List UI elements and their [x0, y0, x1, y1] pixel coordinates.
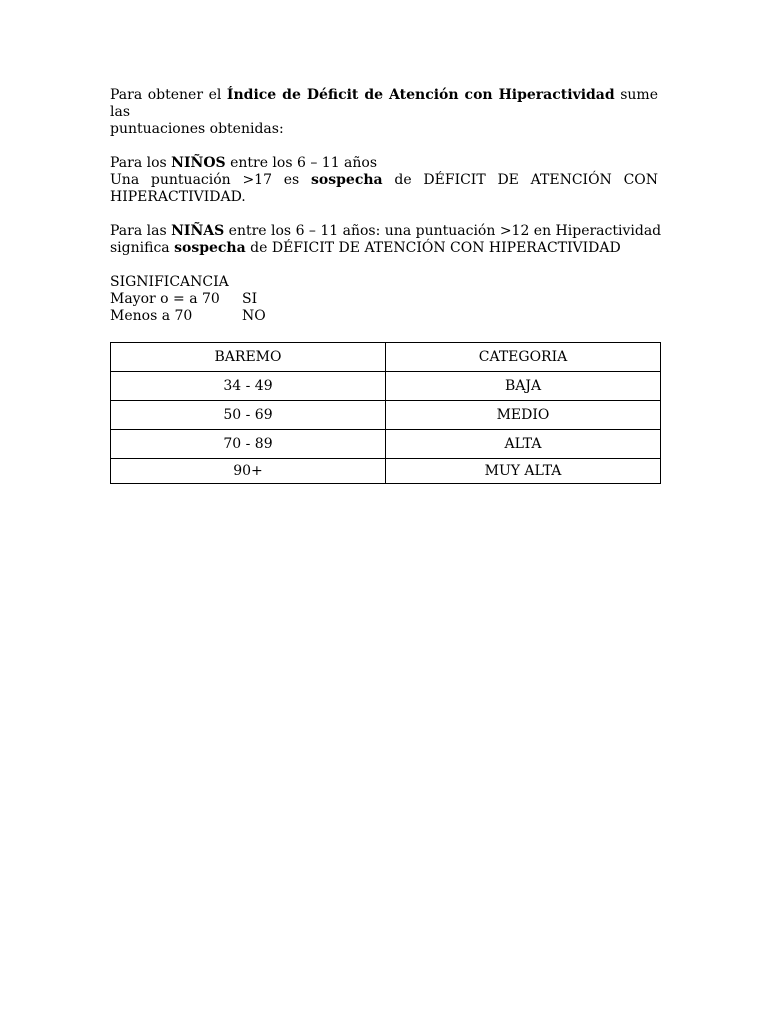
categoria-cell: ALTA — [386, 430, 661, 459]
table-row — [111, 430, 661, 459]
table-header-row — [111, 343, 661, 372]
ninos-post: entre los 6 – 11 años — [230, 155, 378, 171]
baremo-table — [110, 342, 661, 484]
header-baremo: BAREMO — [111, 343, 386, 372]
significancia-row — [110, 308, 658, 325]
ninas-l2-bold: sospecha — [174, 240, 246, 256]
ninas-bold: NIÑAS — [171, 223, 225, 239]
table-row — [111, 401, 661, 430]
intro-post: sume las — [110, 87, 658, 120]
table-row — [111, 372, 661, 401]
ninos-l2-pre: Una puntuación >17 es — [110, 172, 300, 188]
ninos-pre: Para los — [110, 155, 167, 171]
significancia-value: NO — [242, 308, 266, 324]
categoria-cell: MUY ALTA — [386, 459, 661, 484]
significancia-row — [110, 291, 658, 308]
document-body — [110, 87, 662, 325]
significancia-value: SI — [242, 291, 258, 307]
ninos-bold: NIÑOS — [171, 155, 226, 171]
ninos-line-2 — [110, 172, 658, 189]
ninas-post: entre los 6 – 11 años: una puntuación >12 en Hiperactividad — [228, 223, 662, 239]
intro-pre: Para obtener el — [110, 87, 222, 103]
ninas-l2-post: de DÉFICIT DE ATENCIÓN CON HIPERACTIVIDAD — [250, 240, 621, 256]
significancia-title: SIGNIFICANCIA — [110, 274, 229, 290]
ninas-line-2 — [110, 240, 658, 257]
intro-line-1 — [110, 87, 658, 121]
baremo-cell: 50 - 69 — [111, 401, 386, 430]
categoria-cell: BAJA — [386, 372, 661, 401]
table-row — [111, 459, 661, 484]
significancia-label: Menos a 70 — [110, 308, 193, 324]
ninas-l2-pre: significa — [110, 240, 170, 256]
intro-bold-title: Índice de Déficit de Atención con Hiperactividad — [226, 87, 615, 103]
ninos-l2-bold: sospecha — [311, 172, 383, 188]
baremo-cell: 34 - 49 — [111, 372, 386, 401]
header-categoria: CATEGORIA — [386, 343, 661, 372]
baremo-cell: 70 - 89 — [111, 430, 386, 459]
ninos-line-3: HIPERACTIVIDAD. — [110, 189, 246, 205]
ninas-line-1 — [110, 223, 662, 240]
ninas-pre: Para las — [110, 223, 167, 239]
baremo-cell: 90+ — [111, 459, 386, 484]
significancia-label: Mayor o = a 70 — [110, 291, 220, 307]
categoria-cell: MEDIO — [386, 401, 661, 430]
intro-line-2: puntuaciones obtenidas: — [110, 121, 284, 137]
ninos-l2-post: de DÉFICIT DE ATENCIÓN CON — [394, 172, 659, 188]
ninos-line-1 — [110, 155, 658, 172]
